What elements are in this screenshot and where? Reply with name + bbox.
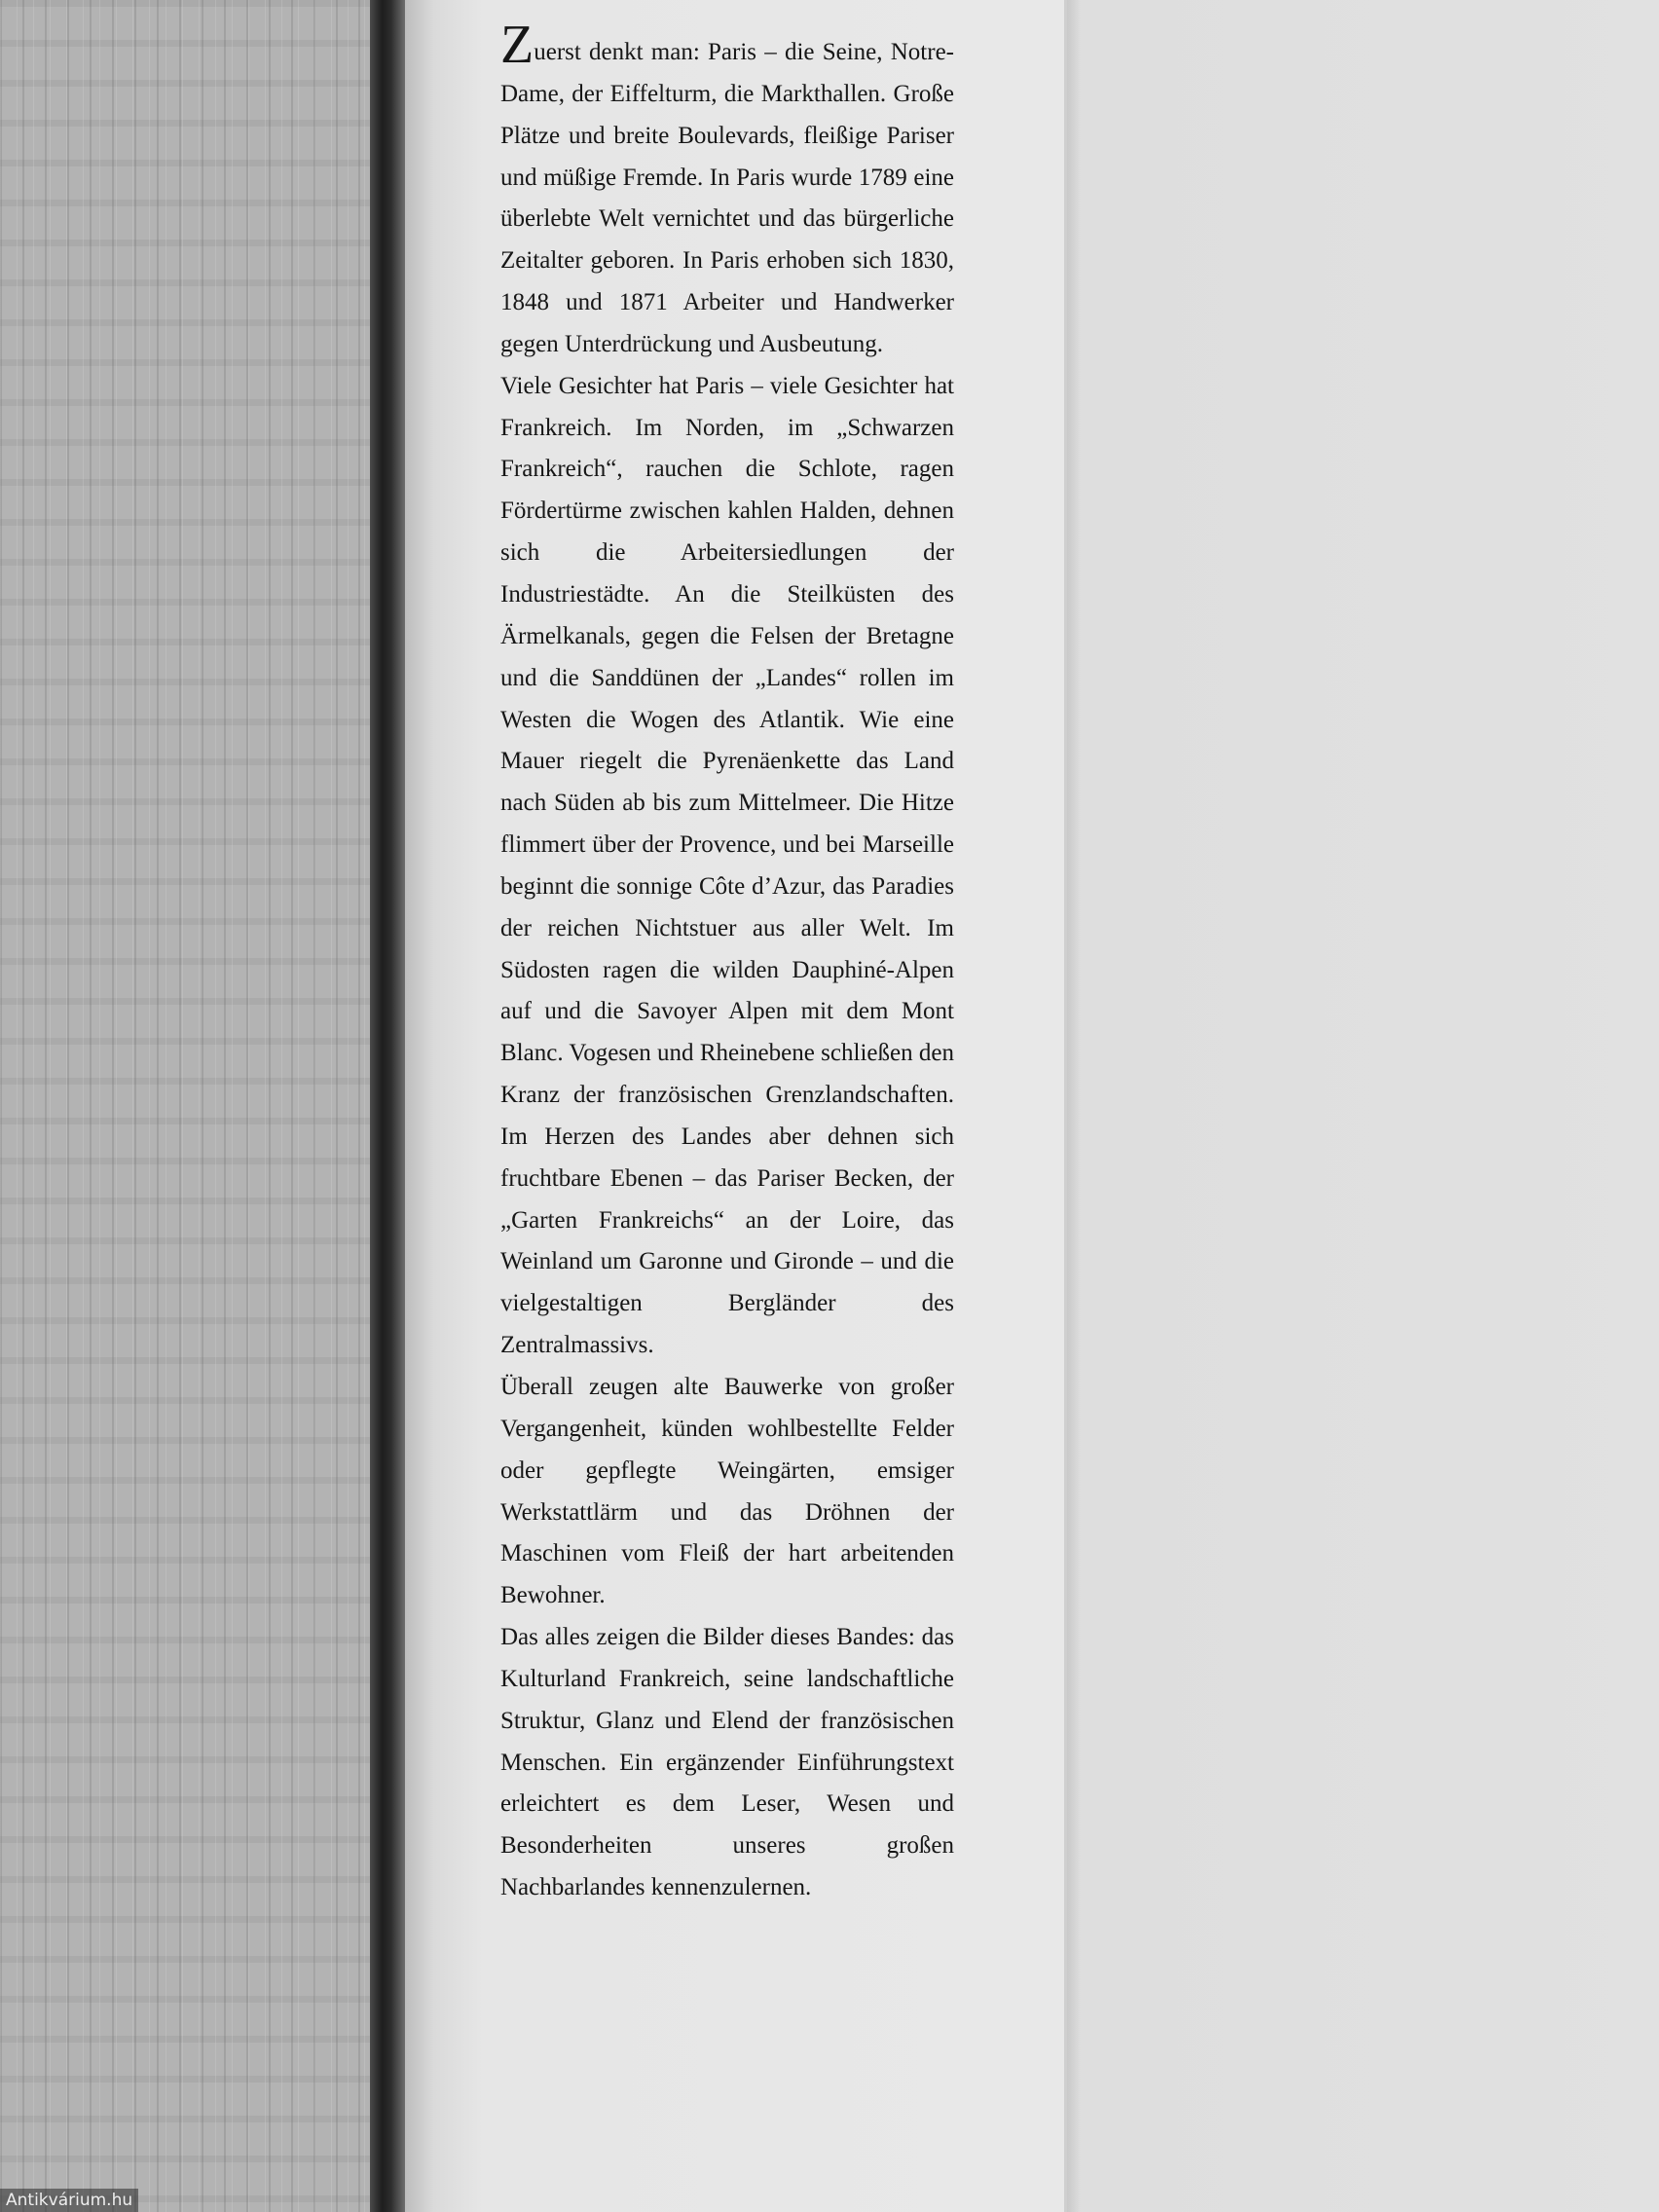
drop-cap: Z <box>500 15 535 75</box>
paragraph-2: Viele Gesichter hat Paris – viele Gesichter hat Frankreich. Im Norden, im „Schwarzen Frankreich“, rauchen die Schlote, ragen Fördertürme zwischen kahlen Halden, dehnen sich die Arbeitersiedlungen der Industriestädte. An die Steilküsten des Ärmelkanals, gegen die Felsen der Bretagne und die Sanddünen der „Landes“ rollen im Westen die Wogen des Atlantik. Wie eine Mauer riegelt die Pyrenäenkette das Land nach Süden ab bis zum Mittelmeer. Die Hitze flimmert über der Provence, und bei Marseille beginnt die sonnige Côte d’Azur, das Paradies der reichen Nichtstuer aus aller Welt. Im Südosten ragen die wilden Dauphiné-Alpen auf und die Savoyer Alpen mit dem Mont Blanc. Vogesen und Rheinebene schließen den Kranz der französischen Grenzlandschaften. Im Herzen des Landes aber dehnen sich fruchtbare Ebenen – das Pariser Becken, der „Garten Frankreichs“ an der Loire, das Weinland um Garonne und Gironde – und die vielgestaltigen Bergländer des Zentralmassivs. <box>500 372 954 1359</box>
paragraph-1 <box>500 15 954 366</box>
book-spine-shadow <box>370 0 405 2212</box>
paragraph-4: Das alles zeigen die Bilder dieses Bandes: das Kulturland Frankreich, seine landschaftliche Struktur, Glanz und Elend der französischen Menschen. Ein ergänzender Einführungstext erleichtert es dem Leser, Wesen und Besonderheiten unseres großen Nachbarlandes kennenzulernen. <box>500 1624 954 1901</box>
paragraph-1-body: uerst denkt man: Paris – die Seine, Notre-Dame, der Eiffelturm, die Markthallen. Große Plätze und breite Boulevards, fleißige Pariser und müßige Fremde. In Paris wurde 1789 eine überlebte Welt vernichtet und das bürgerliche Zeitalter geboren. In Paris erhoben sich 1830, 1848 und 1871 Arbeiter und Handwerker gegen Unterdrückung und Ausbeutung. <box>500 39 954 357</box>
book-text-column <box>500 15 954 1909</box>
site-watermark: Antikvárium.hu <box>0 2189 138 2212</box>
wood-table-surface <box>0 0 387 2212</box>
paragraph-3: Überall zeugen alte Bauwerke von großer Vergangenheit, künden wohlbestellte Felder oder gepflegte Weingärten, emsiger Werkstattlärm und das Dröhnen der Maschinen vom Fleiß der hart arbeitenden Bewohner. <box>500 1374 954 1609</box>
right-book-page <box>1067 0 1659 2212</box>
